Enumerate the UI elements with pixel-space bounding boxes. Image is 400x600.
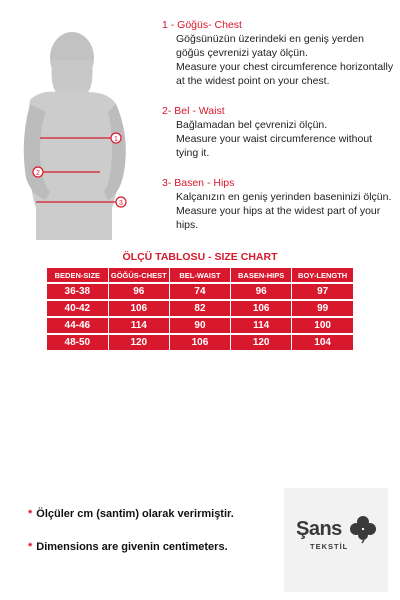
table-cell: 106 [108, 300, 169, 317]
svg-text:1: 1 [114, 136, 118, 143]
chest-instruction [162, 18, 394, 88]
table-header-row [47, 268, 353, 283]
table-cell: 106 [169, 334, 230, 351]
note-units-tr [28, 508, 234, 520]
waist-heading: 2- Bel - Waist [162, 105, 225, 117]
body-figure-illustration [0, 0, 160, 240]
body-silhouette [0, 0, 160, 240]
table-row [47, 317, 353, 334]
table-row [47, 300, 353, 317]
table-cell: 104 [292, 334, 353, 351]
table-cell: 82 [169, 300, 230, 317]
logo-subtitle: TEKSTİL [310, 542, 349, 551]
chest-text-tr: Göğsünüzün üzerindeki en geniş yerden göğüs çevrenizi yatay ölçün. [176, 33, 364, 59]
size-chart-title: ÖLÇÜ TABLOSU - SIZE CHART [122, 251, 278, 263]
table-row [47, 334, 353, 351]
column-header: BOY-LENGTH [292, 268, 353, 283]
brand-logo [284, 488, 388, 592]
asterisk-icon: * [28, 541, 33, 553]
note-units-tr-text: Ölçüler cm (santim) olarak verirmiştir. [36, 508, 234, 520]
table-cell: 100 [292, 317, 353, 334]
column-header: BEL-WAIST [169, 268, 230, 283]
hips-heading: 3- Basen - Hips [162, 177, 235, 189]
waist-text-en: Measure your waist circumference without tying it. [176, 133, 373, 159]
table-cell: 48-50 [47, 334, 108, 351]
table-cell: 40-42 [47, 300, 108, 317]
note-units-en [28, 541, 228, 553]
asterisk-icon: * [28, 508, 33, 520]
svg-text:3: 3 [119, 200, 123, 207]
table-cell: 90 [169, 317, 230, 334]
table-cell: 99 [292, 300, 353, 317]
chest-text-en: Measure your chest circumference horizontally at the widest point on your chest. [176, 61, 394, 87]
table-cell: 36-38 [47, 283, 108, 300]
marker-waist [33, 167, 43, 177]
svg-text:2: 2 [36, 170, 40, 177]
table-cell: 96 [231, 283, 292, 300]
size-chart-table [47, 268, 353, 352]
marker-hips [116, 197, 126, 207]
hips-instruction [162, 176, 394, 232]
table-cell: 114 [231, 317, 292, 334]
waist-instruction [162, 104, 394, 160]
note-units-en-text: Dimensions are givenin centimeters. [36, 541, 228, 553]
column-header: BEDEN-SIZE [47, 268, 108, 283]
marker-chest [111, 133, 121, 143]
table-cell: 74 [169, 283, 230, 300]
clover-icon [348, 514, 378, 544]
logo-brand-name: Şans [296, 518, 342, 540]
waist-text-tr: Bağlamadan bel çevrenizi ölçün. [176, 119, 328, 131]
column-header: BASEN-HIPS [231, 268, 292, 283]
table-cell: 114 [108, 317, 169, 334]
chest-heading: 1 - Göğüs- Chest [162, 19, 242, 31]
table-cell: 96 [108, 283, 169, 300]
table-row [47, 283, 353, 300]
table-cell: 44-46 [47, 317, 108, 334]
table-cell: 97 [292, 283, 353, 300]
column-header: GÖĞÜS-CHEST [108, 268, 169, 283]
table-cell: 120 [108, 334, 169, 351]
hips-text-tr: Kalçanızın en geniş yerinden baseninizi ölçün. [176, 191, 392, 203]
hips-text-en: Measure your hips at the widest part of your hips. [176, 205, 381, 231]
table-cell: 106 [231, 300, 292, 317]
table-cell: 120 [231, 334, 292, 351]
